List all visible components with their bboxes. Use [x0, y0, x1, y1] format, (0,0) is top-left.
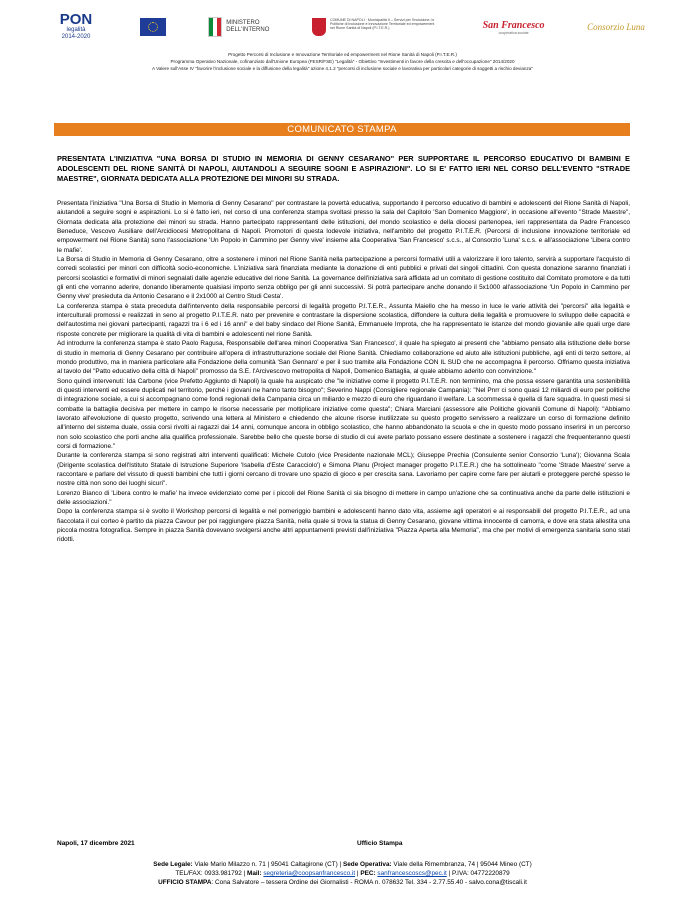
footer-line-1	[40, 860, 645, 869]
mail-link[interactable]: segreteria@coopsanfrancesco.it	[263, 870, 356, 877]
header-line-3: A Valere sull'Asse IV "favorire l'inclusione sociale e la diffusione della legalità" azione 4.1.2 "percorsi di inclusione sociale e lavorativa per particolari categorie di soggetti a rischio devianza"	[152, 66, 533, 71]
project-header	[20, 51, 665, 72]
sede-operativa-label: Sede Operativa:	[342, 861, 392, 868]
san-francesco-sub: cooperativa sociale	[498, 30, 529, 35]
pon-mark: PON	[59, 11, 93, 28]
header-line-2: Programma Operativo Nazionale, cofinanziato dall'Unione Europea (FESR/FSE) "Legalità" - Obiettivo "Investimenti in favore della crescita e dell'occupazione" 2014/2020	[170, 59, 515, 64]
pec-label: PEC:	[360, 870, 376, 877]
consorzio-luna-logo: Consorzio Luna	[587, 22, 645, 32]
mail-label: Mail:	[247, 870, 262, 877]
signature	[57, 840, 630, 847]
header-line-1: Progetto Percorsi di Inclusione e Innovazione Territoriale ed empowerment nel Rione Sanità di Napoli (P.I.T.E.R.)	[228, 52, 457, 57]
ministero-interno-logo	[208, 17, 269, 37]
footer-line-2: TEL/FAX: 0933.981792 | Mail: segreteria@coopsanfrancesco.it | PEC: sanfrancescoscs@pec.it | P.IVA: 04772220879	[175, 870, 510, 877]
comunicato-stampa-banner: COMUNICATO STAMPA	[54, 123, 630, 136]
paragraph-5: Sono quindi intervenuti: Ida Carbone (vice Prefetto Aggiunto di Napoli) la quale ha auspicato che "le iniziative come il progetto P.I.T.E.R. non terminino, ma che possa essere garantita una sostenibilità di questi interventi ed essere duplicati nel territorio, perché i giovani ne hanno tanto bisogno"; Severino Nappi (Consigliere regionale Campania): "Nel Pnrr ci sono quasi 12 miliardi di euro per politiche di integrazione sociale, a cui si accompagnano come fondi regionali della Campania circa un miliardo e mezzo di euro che riguardano il welfare. La scommessa è quella di fare squadra. In questi mesi si combatte la battaglia decisiva per mettere in campo le risorse necessarie per moltiplicare iniziative come questa"; Chiara Marciani (assessore alle Politiche giovanili Comune di Napoli): "Abbiamo lavorato all'evoluzione di questo progetto, scrivendo una lettera al Ministero e chiedendo che alcune risorse inutilizzate su questo progetto servissero a realizzare un corso di formazione definito all'interno del sistema duale, ossia corsi rivolti ai ragazzi dai 14 anni, comunque ancora in obbligo scolastico, che hanno abbandonato la scuola e che in questo modo possano inserirsi in un percorso non solo scolastico che porti anche alla qualifica professionale. Sarebbe bello che queste borse di studio di cui avete parlato possano essere destinate a sostenere i ragazzi che frequenteranno questi corsi di formazione."	[57, 377, 630, 450]
ministry-line-2: DELL'INTERNO	[226, 27, 270, 33]
italian-flag-icon	[208, 17, 222, 37]
logo-bar	[55, 6, 645, 48]
pon-sub-1: legalità	[66, 27, 86, 33]
signature-date: Napoli, 17 dicembre 2021	[57, 840, 135, 847]
sede-operativa: Viale della Rimembranza, 74 | 95044 Mineo (CT)	[393, 861, 532, 868]
paragraph-3: La conferenza stampa è stata preceduta dall'intervento della responsabile percorsi di legalità progetto P.I.T.E.R., Assunta Maiello che ha messo in luce le varie attività dei "percorsi" alla legalità e interculturali promossi e realizzati in seno al progetto P.I.T.E.R. nato per prevenire e contrastare la dispersione scolastica, diffondere la cultura della legalità e promuovere lo sviluppo delle capacità e dell'autostima nei giovani partecipanti, ragazzi tra i 6 ed i 16 anni" e del baby sindaco del Rione Sanità, Emmanuele Improta, che ha rappresentato le istanze del mondo giovanile alle quali urge dare risposte concrete per migliorare la qualità di vita di bambini e adolescenti nel rione Sanità.	[57, 302, 630, 338]
footer-line-3	[40, 878, 645, 887]
paragraph-2: La Borsa di Studio in Memoria di Genny Cesarano, oltre a sostenere i minori nel Rione Sanità nella partecipazione a percorsi formativi utili a valorizzare il loro talento, servirà a supportare l'acquisto di corredi scolastici per minori con difficoltà socio-economiche. L'iniziativa sarà finanziata mediante la donazione di enti pubblici e privati del singoli cittadini. Con questa donazione saranno finanziati i percorsi scolastici e formativi di minori segnalati dalle agenzie educative del rione Sanità. La governance dell'iniziativa sarà affidata ad un comitato di gestione costituito dal Comitato promotore e da tutti gli enti che vorranno aderire, donando liberamente qualsiasi importo senza obbligo per gli anni successivi. Si potrà partecipare anche donando il 5x1000 all'associazione 'Un Popolo in Cammino per Genny vive' presieduta da Antonio Cesarano e il 2x1000 al Centro Studi Cesta'.	[57, 256, 630, 301]
eu-flag-icon	[140, 18, 166, 36]
sede-legale: Viale Mario Milazzo n. 71 | 95041 Caltagirone (CT) |	[194, 861, 342, 868]
pon-legalita-logo	[55, 9, 97, 45]
san-francesco-logo	[483, 20, 545, 35]
ministry-line-1: MINISTERO	[226, 20, 260, 26]
signature-office: Ufficio Stampa	[357, 840, 403, 847]
comune-text: COMUNE DI NAPOLI · Municipalità II – Servizi per l'Inclusione, le Politiche di Inclusione e Innovazione Territoriale ed empowerment nel Rione Sanità di Napoli (P.I.T.E.R.)	[329, 18, 435, 31]
paragraph-7: Lorenzo Bianco di 'Libera contro le mafie' ha invece evidenziato come per i piccoli del Rione Sanità ci sia bisogno di mettere in campo un'azione che sa continuativa anche da parte delle istituzioni e delle associazioni."	[57, 489, 630, 506]
paragraph-4: Ad introdurre la conferenza stampa è stato Paolo Ragusa, Responsabile dell'area minori Cooperativa 'San Francesco', il quale ha spiegato ai presenti che "abbiamo pensato alla istituzione delle borse di studio in memoria di Genny Cesarano per contribuire all'opera di infrastrutturazione sociale del Rione Sanità. Chiediamo collaborazione ed aiuto alle istituzioni pubbliche, agli enti di terzo settore, al mondo produttivo, ma in maniera particolare alla Fondazione della comunità 'San Gennaro' e per il suo tramite alla Fondazione CON IL SUD che ne accompagna il percorso. Offriamo questa iniziativa al tavolo del "Patto educativo della città di Napoli" promosso da S.E. l'Arcivescovo metropolita di Napoli, Domenico Battaglia, al quale abbiamo aderito con convinzione."	[57, 340, 630, 376]
san-francesco-name: San Francesco	[482, 19, 545, 31]
paragraph-8: Dopo la conferenza stampa si è svolto il Workshop percorsi di legalità e nel pomeriggio bambini e adolescenti hanno dato vita, assieme agli operatori e ai responsabili del progetto P.I.T.E.R., ad una fiaccolata il cui corteo è partito da piazza Cavour per poi raggiungere piazza Sanità, nella quale si trova la statua di Genny Cesarano, giovane vittima innocente di camorra, e dove era stata allestita una piccola mostra fotografica. Sempre in piazza Sanità dovevano svolgersi anche altri appuntamenti previsti dall'iniziativa "Piazza Aperta alla Memoria", ma che per motivi di emergenza sanitaria sono stati ridotti.	[57, 508, 630, 544]
footer	[40, 860, 645, 887]
comune-crest-icon	[312, 18, 326, 36]
press-release-title: PRESENTATA L'INIZIATIVA "UNA BORSA DI STUDIO IN MEMORIA DI GENNY CESARANO" PER SUPPORTARE IL PERCORSO EDUCATIVO DI BAMBINI E ADOLESCENTI DEL RIONE SANITÀ DI NAPOLI, AIUTANDOLI A SEGUIRE SOGNI E ASPIRAZIONI". LO SI E' FATTO IERI NEL CORSO DELL'EVENTO "STRADE MAESTRE", GIORNATA DEDICATA ALLA PROTEZIONE DEI MINORI SU STRADA.	[57, 154, 630, 184]
footer-tel: TEL/FAX: 0933.981792 |	[175, 870, 246, 877]
paragraph-1: Presentata l'iniziativa "Una Borsa di Studio in Memoria di Genny Cesarano" per contrastare la povertà educativa, supportando il percorso educativo di bambini e adolescenti del Rione Sanità di Napoli, aiutandoli a seguire sogni e aspirazioni. Lo si è fatto ieri, nel corso di una conferenza stampa svoltasi presso la sala del Capitolo 'San Domenico Maggiore', in occasione all'evento "Strade Maestre", Giornata dedicata alla protezione dei minori su strada. Hanno partecipato rappresentanti delle istituzioni, del mondo scolastico e della diocesi partenopea, ieri rappresentata da Padre Francesco Beneduce, Vescovo Ausiliare dell'Arcidiocesi Metropolitana di Napoli. Promotori di questa lodevole iniziativa, nell'ambito del progetto P.I.T.E.R. (Percorsi di inclusione innovazione territoriale ed empowerment nel Rione Sanità) sono l'associazione 'Un Popolo in Cammino per Genny vive' insieme alla Cooperativa 'San Francesco' s.c.s., al Consorzio 'Luna' s.c.s. e all'associazione 'Libera contro le mafie'.	[57, 200, 630, 254]
ufficio-stampa-label: UFFICIO STAMPA	[158, 879, 212, 886]
paragraph-6: Durante la conferenza stampa si sono registrati altri interventi qualificati: Michele Cutolo (vice Presidente nazionale MCL); Giuseppe Prechia (Consulente senior Consorzio 'Luna'); Giovanna Scala (Dirigente scolastica dell'Istituto Statale di Istruzione Superiore 'Isabella d'Este Caracciolo') e Simona Planu (Project manager progetto P.I.T.E.R.) che ha sottolineato "come 'Strade Maestre' serve a raccontare e parlare del vissuto di questi bambini che tutti i giorni cercano di trovare uno spazio di gioco e per crescita sana. Lavoriamo per capire come fare per aiutarli e proteggere perché spesso le nostre città non sono dei luoghi sicuri".	[57, 452, 630, 488]
ufficio-stampa-contact: : Cona Salvatore – tessera Ordine dei Giornalisti - ROMA n. 078632 Tel. 334 - 2.77.55.40 - salvo.cona@tiscali.it	[211, 879, 527, 886]
sede-legale-label: Sede Legale:	[153, 861, 193, 868]
footer-piva: | P.IVA: 04772220879	[448, 870, 510, 877]
pec-link[interactable]: sanfrancescoscs@pec.it	[377, 870, 447, 877]
press-release-body	[57, 199, 630, 545]
comune-napoli-logo	[312, 18, 440, 36]
pon-sub-2: 2014-2020	[61, 34, 91, 40]
